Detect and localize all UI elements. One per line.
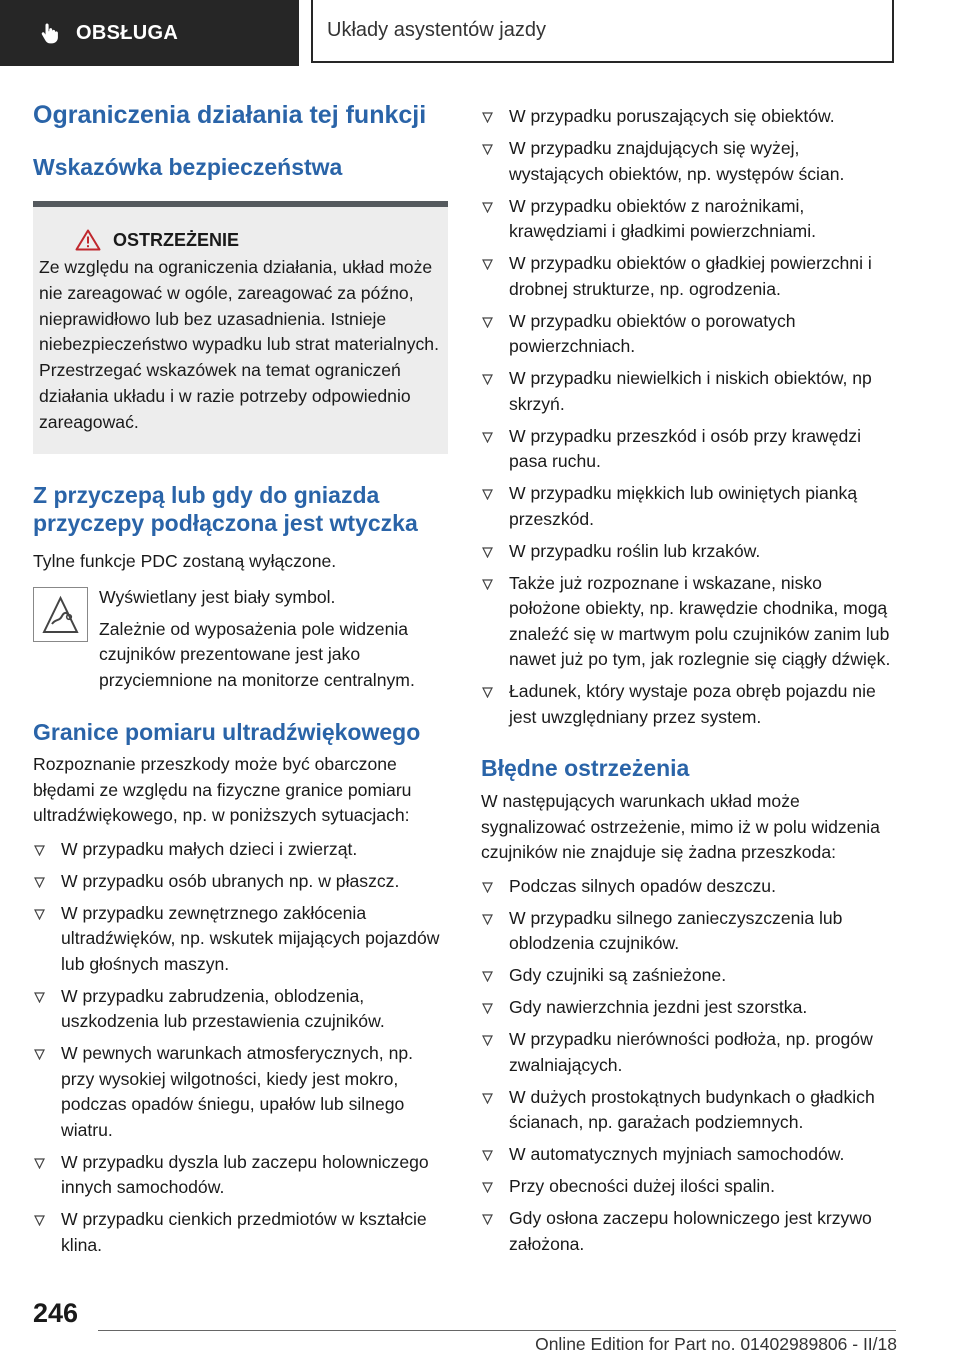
list-item: W pewnych warunkach atmosferycznych, np. przy wysokiej wilgotności, kiedy jest mokro, podczas opadów śniegu, upałów lub silnego wiatru.	[33, 1041, 448, 1143]
left-column	[33, 100, 448, 1265]
safety-heading: Wskazówka bezpieczeństwa	[33, 154, 343, 180]
warning-text: Ze względu na ograniczenia działania, układ może nie zareagować w ogóle, zareagować za późno, nieprawidłowo lub bez uzasadnienia. Istnieje niebezpieczeństwo wypadku lub strat materialnych. Przestrzegać wskazówek na temat ograniczeń działania układu i w razie potrzeby odpowiednio zareagować.	[39, 257, 439, 432]
list-item: Gdy czujniki są zaśnieżone.	[481, 963, 897, 989]
bullet-triangle-icon	[482, 489, 493, 500]
bullet-triangle-icon	[482, 547, 493, 558]
list-item: W przypadku obiektów z narożnikami, krawędziami i gładkimi powierzchniami.	[481, 194, 897, 245]
bullet-triangle-icon	[34, 1049, 45, 1060]
list-item: W przypadku nierówności podłoża, np. progów zwalniających.	[481, 1027, 897, 1078]
symbol-line-2: Zależnie od wyposażenia pole widzenia czujników prezentowane jest jako przyciemnione na monitorze centralnym.	[99, 618, 415, 690]
bullet-triangle-icon	[482, 914, 493, 925]
warning-title-row	[39, 229, 442, 251]
list-item: Gdy nawierzchnia jezdni jest szorstka.	[481, 995, 897, 1021]
bullet-triangle-icon	[482, 202, 493, 213]
list-item: W przypadku przeszkód i osób przy krawędzi pasa ruchu.	[481, 424, 897, 475]
bullet-triangle-icon	[482, 112, 493, 123]
bullet-triangle-icon	[34, 1215, 45, 1226]
trailer-heading: Z przyczepą lub gdy do gniazda przyczepy podłączona jest wtyczka	[33, 481, 418, 536]
list-item: W przypadku miękkich lub owiniętych pianką przeszkód.	[481, 481, 897, 532]
bullet-triangle-icon	[34, 909, 45, 920]
warning-triangle-icon	[75, 229, 101, 251]
bullet-triangle-icon	[482, 1214, 493, 1225]
limits-list-continued	[481, 104, 897, 730]
chapter-title: Układy asystentów jazdy	[327, 19, 546, 41]
right-column	[481, 104, 897, 1264]
list-item: W przypadku obiektów o porowatych powierzchniach.	[481, 309, 897, 360]
list-item: W przypadku roślin lub krzaków.	[481, 539, 897, 565]
warning-title: OSTRZEŻENIE	[113, 229, 240, 250]
bullet-triangle-icon	[482, 687, 493, 698]
list-item: W przypadku znajdujących się wyżej, wystających obiektów, np. występów ścian.	[481, 136, 897, 187]
bullet-triangle-icon	[482, 259, 493, 270]
list-item: W przypadku niewielkich i niskich obiektów, np skrzyń.	[481, 366, 897, 417]
limits-text: Rozpoznanie przeszkody może być obarczone błędami ze względu na fizyczne granice pomiaru ultradźwiękowego, np. w poniższych sytuacjach:	[33, 754, 412, 826]
list-item: Gdy osłona zaczepu holowniczego jest krzywo założona.	[481, 1206, 897, 1257]
trailer-text: Tylne funkcje PDC zostaną wyłączone.	[33, 550, 337, 571]
list-item: W przypadku poruszających się obiektów.	[481, 104, 897, 130]
limits-list	[33, 837, 448, 1259]
false-warnings-text: W następujących warunkach układ może sygnalizować ostrzeżenie, mimo iż w polu widzenia czujników nie znajduje się żadna przeszkoda:	[481, 791, 880, 862]
page-header	[0, 0, 960, 66]
list-item: Ładunek, który wystaje poza obręb pojazdu nie jest uwzględniany przez system.	[481, 679, 897, 730]
bullet-triangle-icon	[34, 1158, 45, 1169]
bullet-triangle-icon	[482, 882, 493, 893]
list-item: W przypadku zewnętrznego zakłócenia ultradźwięków, np. wskutek mijających pojazdów lub głośnych maszyn.	[33, 901, 448, 978]
hand-pointer-icon	[38, 21, 62, 45]
list-item: W przypadku cienkich przedmiotów w kształcie klina.	[33, 1207, 448, 1258]
bullet-triangle-icon	[34, 877, 45, 888]
bullet-triangle-icon	[482, 579, 493, 590]
list-item: W przypadku zabrudzenia, oblodzenia, uszkodzenia lub przestawienia czujników.	[33, 984, 448, 1035]
list-item: W dużych prostokątnych budynkach o gładkich ścianach, np. garażach podziemnych.	[481, 1085, 897, 1136]
bullet-triangle-icon	[482, 317, 493, 328]
bullet-triangle-icon	[482, 374, 493, 385]
section-label: OBSŁUGA	[76, 21, 179, 44]
warning-box	[33, 207, 448, 454]
bullet-triangle-icon	[482, 432, 493, 443]
list-item: W przypadku obiektów o gładkiej powierzchni i drobnej strukturze, np. ogrodzenia.	[481, 251, 897, 302]
bullet-triangle-icon	[482, 1093, 493, 1104]
trailer-sensor-symbol-icon	[33, 587, 88, 642]
bullet-triangle-icon	[482, 1150, 493, 1161]
false-warnings-list	[481, 874, 897, 1258]
edition-note: Online Edition for Part no. 01402989806 - II/18	[535, 1334, 897, 1354]
bullet-triangle-icon	[34, 845, 45, 856]
section-tab	[0, 0, 299, 66]
limits-heading: Granice pomiaru ultradźwiękowego	[33, 719, 421, 746]
bullet-triangle-icon	[482, 971, 493, 982]
list-item: Przy obecności dużej ilości spalin.	[481, 1174, 897, 1200]
list-item: Także już rozpoznane i wskazane, nisko położone obiekty, np. krawędzie chodnika, mogą znaleźć się w martwym polu czujników zanim lub nawet już po tym, jak rozlegnie się ciągły dźwięk.	[481, 571, 897, 673]
list-item: Podczas silnych opadów deszczu.	[481, 874, 897, 900]
chapter-tab	[311, 0, 894, 63]
footer-rule	[98, 1330, 896, 1331]
bullet-triangle-icon	[482, 1035, 493, 1046]
symbol-row	[33, 585, 448, 693]
bullet-triangle-icon	[482, 1182, 493, 1193]
bullet-triangle-icon	[482, 144, 493, 155]
bullet-triangle-icon	[482, 1003, 493, 1014]
false-warnings-heading: Błędne ostrzeżenia	[481, 755, 690, 781]
list-item: W przypadku dyszla lub zaczepu holowniczego innych samochodów.	[33, 1150, 448, 1201]
list-item: W przypadku silnego zanieczyszczenia lub oblodzenia czujników.	[481, 906, 897, 957]
page-number: 246	[33, 1298, 79, 1328]
symbol-line-1: Wyświetlany jest biały symbol.	[99, 587, 336, 608]
bullet-triangle-icon	[34, 992, 45, 1003]
page-title: Ograniczenia działania tej funkcji	[33, 101, 427, 129]
list-item: W przypadku małych dzieci i zwierząt.	[33, 837, 448, 863]
list-item: W przypadku osób ubranych np. w płaszcz.	[33, 869, 448, 895]
list-item: W automatycznych myjniach samochodów.	[481, 1142, 897, 1168]
